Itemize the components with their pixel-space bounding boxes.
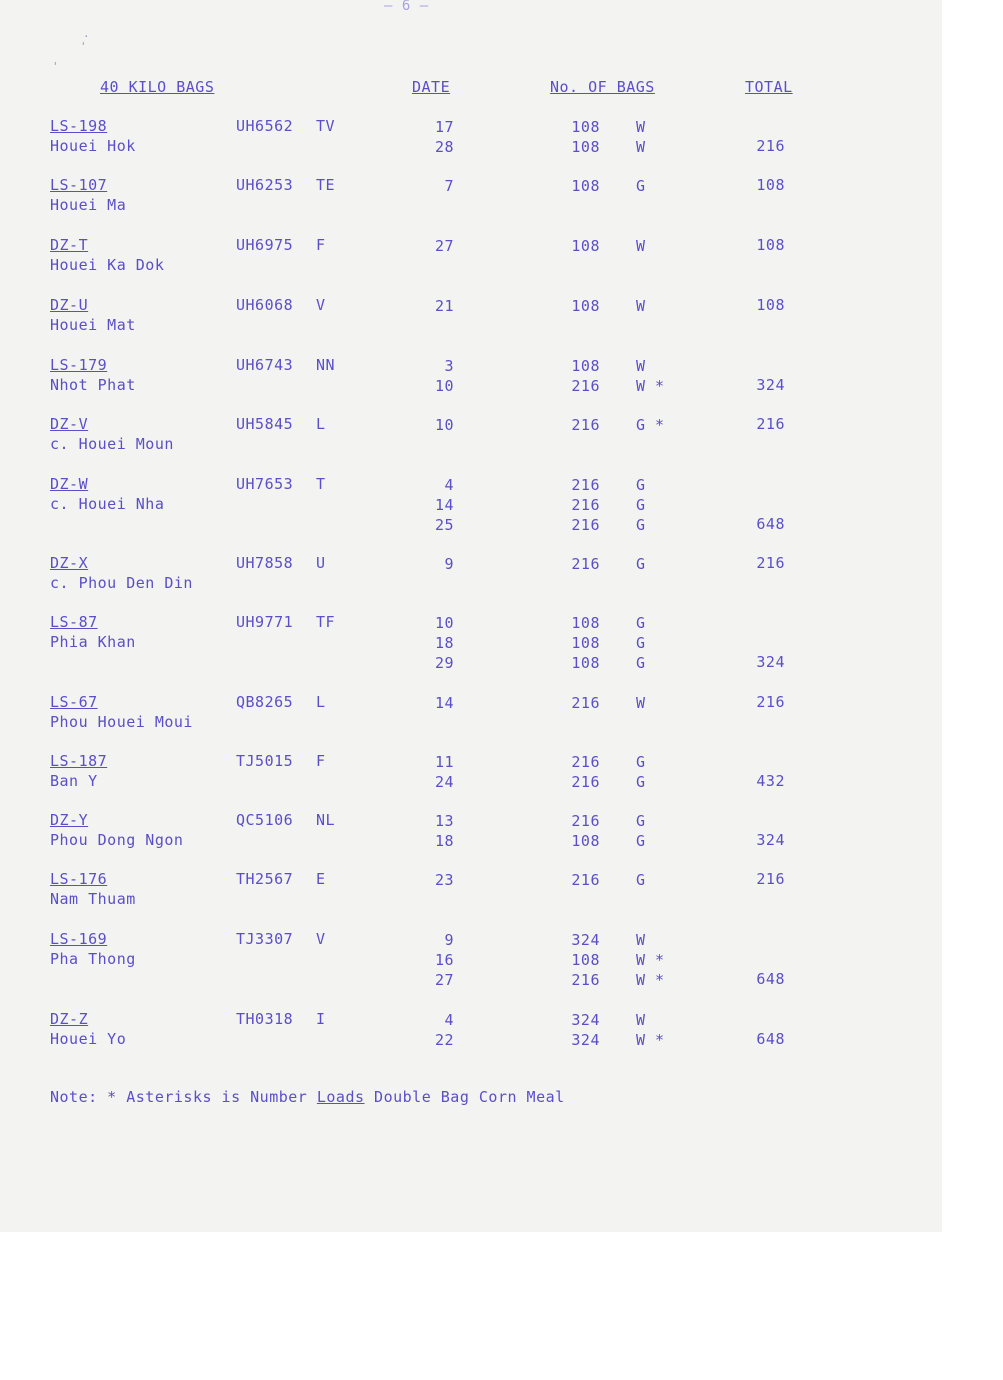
bag-type: G [636, 812, 646, 830]
date-values [412, 236, 454, 256]
header-bags: 40 KILO BAGS [100, 78, 215, 96]
site-code: DZ-Z [50, 1010, 89, 1028]
date-values [412, 117, 454, 157]
bag-count: 324 [571, 931, 600, 949]
date-value: 13 [434, 812, 454, 830]
grid-reference: UH6253 [236, 176, 294, 194]
site-name: Houei Ka Dok [50, 256, 165, 274]
site-name: c. Phou Den Din [50, 574, 193, 592]
date-value: 24 [434, 773, 454, 791]
date-value: 27 [434, 237, 454, 255]
bag-count: 216 [571, 871, 600, 889]
site-code: DZ-X [50, 554, 89, 572]
date-values [412, 870, 454, 890]
bag-values [560, 356, 600, 396]
bag-count: 108 [571, 634, 600, 652]
bag-values [560, 475, 600, 535]
site-code: LS-187 [50, 752, 108, 770]
zone-letter: U [316, 554, 326, 572]
bag-values [560, 415, 600, 435]
type-values [636, 117, 676, 157]
site-name: Phou Dong Ngon [50, 831, 184, 849]
grid-reference: UH5845 [236, 415, 294, 433]
bag-type: G [636, 476, 646, 494]
zone-letter: L [316, 415, 326, 433]
zone-letter: TE [316, 176, 336, 194]
bag-type: W * [636, 971, 665, 989]
row-total: 324 [756, 376, 785, 394]
bag-values [560, 117, 600, 157]
site-code: LS-87 [50, 613, 98, 631]
bag-count: 108 [571, 237, 600, 255]
bag-count: 108 [571, 951, 600, 969]
bag-type: W * [636, 951, 665, 969]
site-code: DZ-Y [50, 811, 89, 829]
bag-type: W [636, 1011, 646, 1029]
ink-speck: · [83, 30, 90, 43]
bag-count: 216 [571, 555, 600, 573]
grid-reference: UH7653 [236, 475, 294, 493]
date-value: 28 [434, 138, 454, 156]
date-value: 4 [444, 476, 454, 494]
site-name: Houei Ma [50, 196, 127, 214]
type-values [636, 415, 676, 435]
site-name: Houei Yo [50, 1030, 127, 1048]
header-num-bags: No. OF BAGS [550, 78, 655, 96]
type-values [636, 554, 676, 574]
date-value: 14 [434, 496, 454, 514]
bag-values [560, 811, 600, 851]
row-total: 216 [756, 870, 785, 888]
bag-values [560, 296, 600, 316]
bag-type: G [636, 634, 646, 652]
ink-speck: ' [52, 60, 59, 73]
bag-count: 216 [571, 773, 600, 791]
site-name: Ban Y [50, 772, 98, 790]
bag-count: 216 [571, 753, 600, 771]
bag-count: 216 [571, 377, 600, 395]
type-values [636, 752, 676, 792]
date-values [412, 613, 454, 673]
bag-type: G [636, 516, 646, 534]
bag-count: 108 [571, 297, 600, 315]
grid-reference: UH6743 [236, 356, 294, 374]
date-value: 9 [444, 555, 454, 573]
site-name: Houei Mat [50, 316, 136, 334]
date-value: 25 [434, 516, 454, 534]
footnote-suffix: Double Bag Corn Meal [364, 1088, 565, 1106]
date-value: 18 [434, 832, 454, 850]
type-values [636, 1010, 676, 1050]
date-values [412, 1010, 454, 1050]
bag-type: W [636, 237, 646, 255]
date-value: 3 [444, 357, 454, 375]
bag-type: G [636, 871, 646, 889]
bag-count: 216 [571, 971, 600, 989]
bag-type: G [636, 753, 646, 771]
row-total: 324 [756, 653, 785, 671]
zone-letter: L [316, 693, 326, 711]
bag-values [560, 930, 600, 990]
date-value: 23 [434, 871, 454, 889]
site-name: c. Houei Nha [50, 495, 165, 513]
bag-type: W * [636, 377, 665, 395]
date-values [412, 176, 454, 196]
zone-letter: V [316, 296, 326, 314]
site-name: Phia Khan [50, 633, 136, 651]
row-total: 648 [756, 970, 785, 988]
bag-count: 108 [571, 357, 600, 375]
bag-type: G [636, 177, 646, 195]
site-name: Houei Hok [50, 137, 136, 155]
bag-type: G [636, 555, 646, 573]
date-value: 9 [444, 931, 454, 949]
bag-values [560, 554, 600, 574]
bag-count: 108 [571, 832, 600, 850]
site-name: c. Houei Moun [50, 435, 174, 453]
row-total: 432 [756, 772, 785, 790]
date-values [412, 930, 454, 990]
row-total: 108 [756, 296, 785, 314]
grid-reference: TJ3307 [236, 930, 294, 948]
date-value: 10 [434, 614, 454, 632]
row-total: 216 [756, 693, 785, 711]
bag-type: W [636, 931, 646, 949]
zone-letter: V [316, 930, 326, 948]
bag-type: G [636, 832, 646, 850]
date-value: 14 [434, 694, 454, 712]
type-values [636, 613, 676, 673]
site-code: LS-67 [50, 693, 98, 711]
row-total: 216 [756, 415, 785, 433]
bag-type: G [636, 614, 646, 632]
bag-values [560, 613, 600, 673]
date-value: 22 [434, 1031, 454, 1049]
grid-reference: UH9771 [236, 613, 294, 631]
bag-values [560, 176, 600, 196]
date-value: 17 [434, 118, 454, 136]
type-values [636, 296, 676, 316]
site-code: DZ-U [50, 296, 89, 314]
site-name: Nam Thuam [50, 890, 136, 908]
row-total: 648 [756, 1030, 785, 1048]
site-code: LS-198 [50, 117, 108, 135]
header-date: DATE [412, 78, 451, 96]
date-value: 7 [444, 177, 454, 195]
date-values [412, 415, 454, 435]
bag-type: W * [636, 1031, 665, 1049]
type-values [636, 870, 676, 890]
type-values [636, 356, 676, 396]
row-total: 108 [756, 176, 785, 194]
page-number: – 6 – [384, 0, 429, 14]
bag-count: 324 [571, 1031, 600, 1049]
bag-count: 216 [571, 496, 600, 514]
type-values [636, 236, 676, 256]
header-total: TOTAL [745, 78, 793, 96]
zone-letter: F [316, 236, 326, 254]
zone-letter: E [316, 870, 326, 888]
site-name: Nhot Phat [50, 376, 136, 394]
bag-values [560, 236, 600, 256]
row-total: 108 [756, 236, 785, 254]
bag-count: 108 [571, 138, 600, 156]
type-values [636, 930, 676, 990]
site-name: Phou Houei Moui [50, 713, 193, 731]
site-code: LS-179 [50, 356, 108, 374]
grid-reference: TJ5015 [236, 752, 294, 770]
ink-speck: ' [80, 40, 87, 53]
row-total: 216 [756, 137, 785, 155]
zone-letter: TF [316, 613, 336, 631]
date-values [412, 296, 454, 316]
grid-reference: TH0318 [236, 1010, 294, 1028]
bag-type: G [636, 773, 646, 791]
bag-count: 216 [571, 812, 600, 830]
bag-values [560, 870, 600, 890]
grid-reference: UH7858 [236, 554, 294, 572]
type-values [636, 811, 676, 851]
bag-type: W [636, 694, 646, 712]
date-value: 16 [434, 951, 454, 969]
date-values [412, 811, 454, 851]
footnote-underlined: Loads [316, 1088, 365, 1106]
bag-values [560, 752, 600, 792]
date-value: 27 [434, 971, 454, 989]
date-values [412, 356, 454, 396]
bag-type: W [636, 297, 646, 315]
bag-type: W [636, 138, 646, 156]
site-name: Pha Thong [50, 950, 136, 968]
grid-reference: QB8265 [236, 693, 294, 711]
bag-count: 108 [571, 118, 600, 136]
bag-count: 216 [571, 694, 600, 712]
bag-type: W [636, 357, 646, 375]
date-values [412, 693, 454, 713]
bag-type: G [636, 654, 646, 672]
grid-reference: UH6562 [236, 117, 294, 135]
zone-letter: F [316, 752, 326, 770]
bag-count: 324 [571, 1011, 600, 1029]
date-value: 21 [434, 297, 454, 315]
date-values [412, 475, 454, 535]
grid-reference: TH2567 [236, 870, 294, 888]
bag-values [560, 693, 600, 713]
type-values [636, 176, 676, 196]
bag-count: 108 [571, 177, 600, 195]
footnote [50, 1088, 565, 1106]
bag-type: W [636, 118, 646, 136]
bag-values [560, 1010, 600, 1050]
type-values [636, 693, 676, 713]
bag-type: G * [636, 416, 665, 434]
bag-count: 216 [571, 516, 600, 534]
footnote-prefix: Note: * Asterisks is Number [50, 1088, 317, 1106]
row-total: 648 [756, 515, 785, 533]
row-total: 324 [756, 831, 785, 849]
date-value: 10 [434, 416, 454, 434]
zone-letter: NL [316, 811, 336, 829]
date-value: 10 [434, 377, 454, 395]
site-code: DZ-T [50, 236, 89, 254]
site-code: LS-176 [50, 870, 108, 888]
site-code: DZ-V [50, 415, 89, 433]
bag-type: G [636, 496, 646, 514]
zone-letter: T [316, 475, 326, 493]
grid-reference: QC5106 [236, 811, 294, 829]
grid-reference: UH6068 [236, 296, 294, 314]
date-values [412, 752, 454, 792]
date-value: 18 [434, 634, 454, 652]
date-values [412, 554, 454, 574]
site-code: LS-107 [50, 176, 108, 194]
bag-count: 216 [571, 476, 600, 494]
bag-count: 108 [571, 614, 600, 632]
date-value: 4 [444, 1011, 454, 1029]
site-code: DZ-W [50, 475, 89, 493]
bag-count: 108 [571, 654, 600, 672]
zone-letter: TV [316, 117, 336, 135]
zone-letter: NN [316, 356, 336, 374]
date-value: 11 [434, 753, 454, 771]
bag-count: 216 [571, 416, 600, 434]
zone-letter: I [316, 1010, 326, 1028]
site-code: LS-169 [50, 930, 108, 948]
grid-reference: UH6975 [236, 236, 294, 254]
row-total: 216 [756, 554, 785, 572]
date-value: 29 [434, 654, 454, 672]
type-values [636, 475, 676, 535]
